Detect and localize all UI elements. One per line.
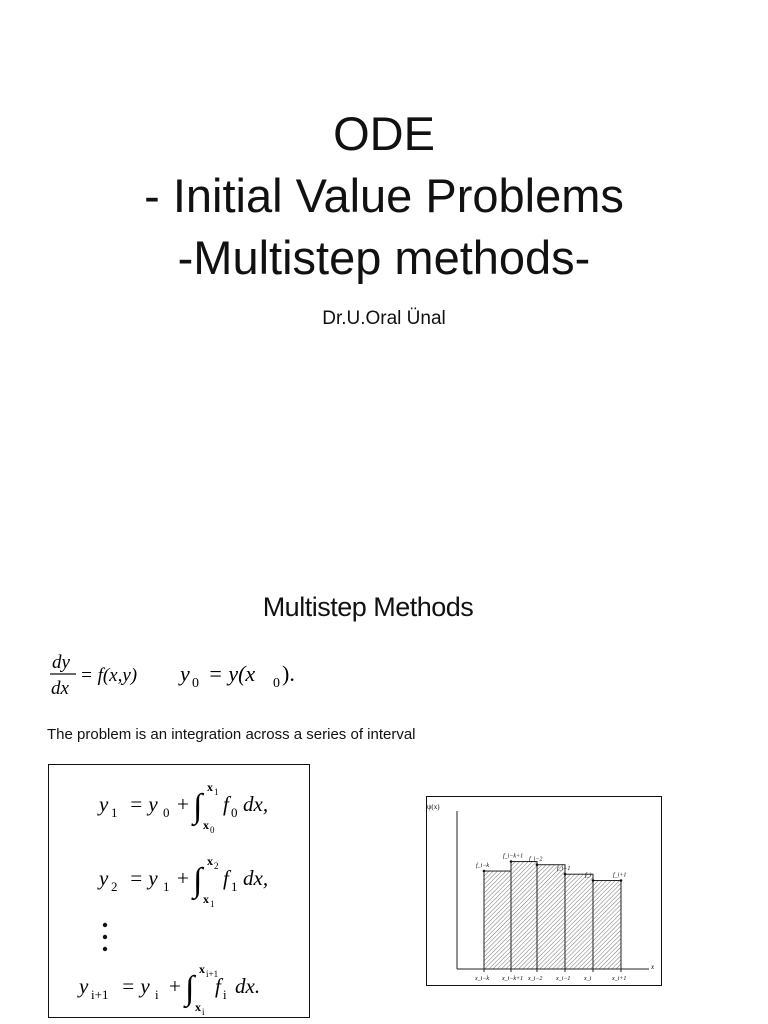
ic-lhs: y xyxy=(180,661,190,686)
eq-mid: = y xyxy=(121,974,150,998)
title-line-1: ODE xyxy=(333,107,435,160)
integral-equation xyxy=(97,780,268,835)
caption-text: The problem is an integration across a series of interval xyxy=(47,726,416,743)
eq-mid-sub: 1 xyxy=(163,879,170,894)
ic-rhs: = y(x xyxy=(208,661,256,686)
ic-lhs-sub: 0 xyxy=(192,676,199,691)
eq-lhs-sub: i+1 xyxy=(91,987,109,1002)
upper-limit: x xyxy=(199,962,205,976)
ellipsis-dot xyxy=(103,947,107,951)
integrand-sub: i xyxy=(223,987,227,1002)
eq-mid-sub: 0 xyxy=(163,805,170,820)
upper-limit-sub: 1 xyxy=(214,787,219,797)
eq-mid-sub: i xyxy=(155,987,159,1002)
integral-sign-icon: ∫ xyxy=(193,788,203,825)
upper-limit: x xyxy=(207,854,213,868)
y-axis-label: ψ(x) xyxy=(427,803,440,811)
eq-lhs: y xyxy=(99,866,109,890)
data-point xyxy=(483,870,486,873)
author-name: Dr.U.Oral Ünal xyxy=(322,308,446,329)
x-tick-label: x_i−k+1 xyxy=(502,976,524,982)
integration-plot xyxy=(426,796,662,986)
data-point xyxy=(510,860,513,863)
point-label: f_i−1 xyxy=(557,866,571,873)
integral-equations-box xyxy=(48,764,310,1018)
eq-lhs: y xyxy=(99,792,109,816)
integrand: f xyxy=(215,974,221,998)
integration-plot-svg xyxy=(427,797,661,985)
lower-limit-sub: 1 xyxy=(210,899,215,909)
eq-lhs-sub: 2 xyxy=(111,879,118,894)
eq-mid: = y xyxy=(129,792,158,816)
ode-rhs: = f(x,y) xyxy=(80,665,138,686)
upper-limit-sub: 2 xyxy=(214,861,219,871)
point-label: f_i−k xyxy=(476,863,490,870)
plus-sign: + xyxy=(177,792,189,816)
plot-bar xyxy=(511,862,537,969)
slide-title: Multistep Methods xyxy=(262,592,474,622)
ellipsis-dot xyxy=(103,935,107,939)
integral-equations xyxy=(49,765,309,1017)
x-axis-label: x xyxy=(651,963,655,971)
x-tick-label: x_i+1 xyxy=(612,976,627,982)
integrand-sub: 0 xyxy=(231,805,238,820)
x-tick-label: x_i xyxy=(584,976,592,982)
lower-limit-sub: i xyxy=(202,1007,205,1017)
ode-lhs-numerator: dy xyxy=(52,652,70,673)
eq-mid: = y xyxy=(129,866,158,890)
integral-equation xyxy=(77,962,260,1017)
eq-tail: dx, xyxy=(243,792,269,816)
lower-limit: x xyxy=(203,892,209,906)
plot-bar xyxy=(537,865,565,969)
integrand: f xyxy=(223,792,229,816)
plot-bar xyxy=(484,871,511,969)
integral-equation xyxy=(97,854,268,909)
data-point xyxy=(564,873,567,876)
lower-limit: x xyxy=(203,818,209,832)
data-point xyxy=(620,879,623,882)
upper-limit-sub: i+1 xyxy=(206,969,219,979)
content-slide xyxy=(0,576,768,1024)
ic-rhs-end: ). xyxy=(282,661,295,686)
eq-tail: dx. xyxy=(235,974,261,998)
plot-bar xyxy=(593,881,621,969)
data-point xyxy=(592,879,595,882)
x-tick-label: x_i−2 xyxy=(528,976,543,982)
x-tick-label: x_i−1 xyxy=(556,976,571,982)
plot-bar xyxy=(565,874,593,969)
title-line-2: - Initial Value Problems xyxy=(144,169,624,222)
integral-sign-icon: ∫ xyxy=(193,862,203,899)
point-label: f_i−k+1 xyxy=(503,853,524,860)
ellipsis-dot xyxy=(103,923,107,927)
eq-lhs: y xyxy=(79,974,89,998)
upper-limit: x xyxy=(207,780,213,794)
eq-lhs-sub: 1 xyxy=(111,805,118,820)
plus-sign: + xyxy=(177,866,189,890)
integral-sign-icon: ∫ xyxy=(185,970,195,1007)
point-label: f_i xyxy=(585,872,592,879)
plus-sign: + xyxy=(169,974,181,998)
eq-tail: dx, xyxy=(243,866,269,890)
ic-rhs-sub: 0 xyxy=(273,676,280,691)
integrand: f xyxy=(223,866,229,890)
lower-limit: x xyxy=(195,1000,201,1014)
ode-equation xyxy=(48,646,308,702)
ode-lhs-denominator: dx xyxy=(51,678,69,699)
integrand-sub: 1 xyxy=(231,879,238,894)
x-tick-label: x_i−k xyxy=(475,976,490,982)
point-label: f_i−2 xyxy=(529,856,543,863)
data-point xyxy=(536,863,539,866)
lower-limit-sub: 0 xyxy=(210,825,215,835)
point-label: f_i+1 xyxy=(613,872,627,879)
title-line-3: -Multistep methods- xyxy=(177,231,591,284)
